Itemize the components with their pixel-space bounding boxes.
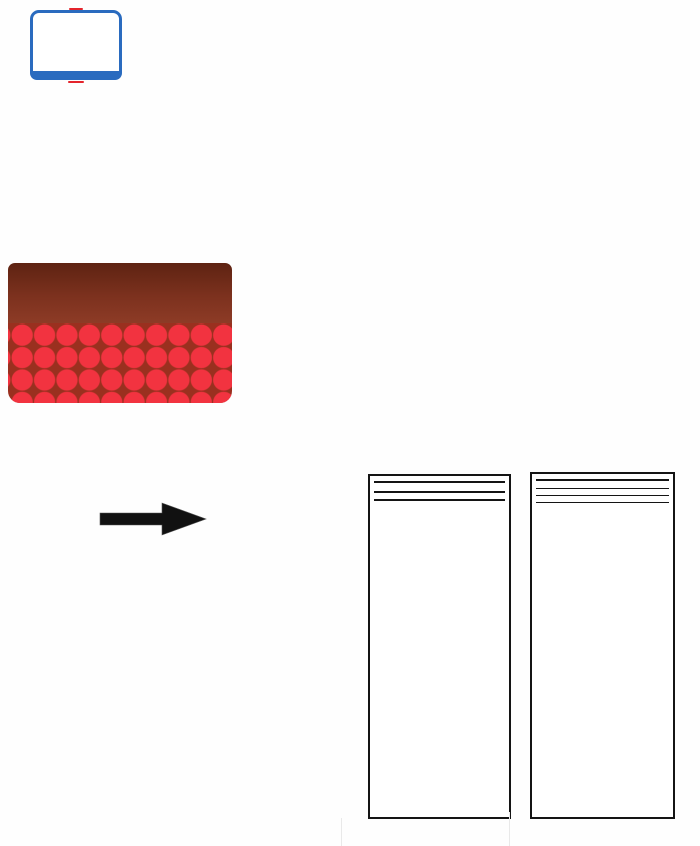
right-arrow-icon (98, 500, 210, 538)
stop-use-section (536, 502, 669, 510)
drug-facts-continued-title (536, 476, 669, 481)
scan-crease (509, 812, 510, 846)
upc-barcode (78, 644, 230, 710)
drug-facts-panel-2 (530, 472, 675, 819)
logo-blue-band (30, 71, 122, 80)
logo-food-fair-tab (68, 81, 84, 83)
warnings-section (374, 499, 505, 508)
barcode-digits (78, 686, 230, 702)
claims-list (8, 263, 232, 323)
claims-box (8, 263, 232, 403)
logo-discount-tab (69, 8, 83, 10)
scan-crease (341, 818, 342, 846)
drug-facts-title (374, 478, 505, 483)
ask-doctor-section (536, 488, 669, 495)
drug-mart-logo (30, 10, 122, 80)
compare-statement (95, 13, 235, 16)
when-using-section (536, 495, 669, 502)
exp-label (147, 799, 181, 835)
uses-section (374, 491, 505, 499)
dotted-section (8, 323, 232, 403)
drug-facts-panel-1 (368, 474, 511, 819)
